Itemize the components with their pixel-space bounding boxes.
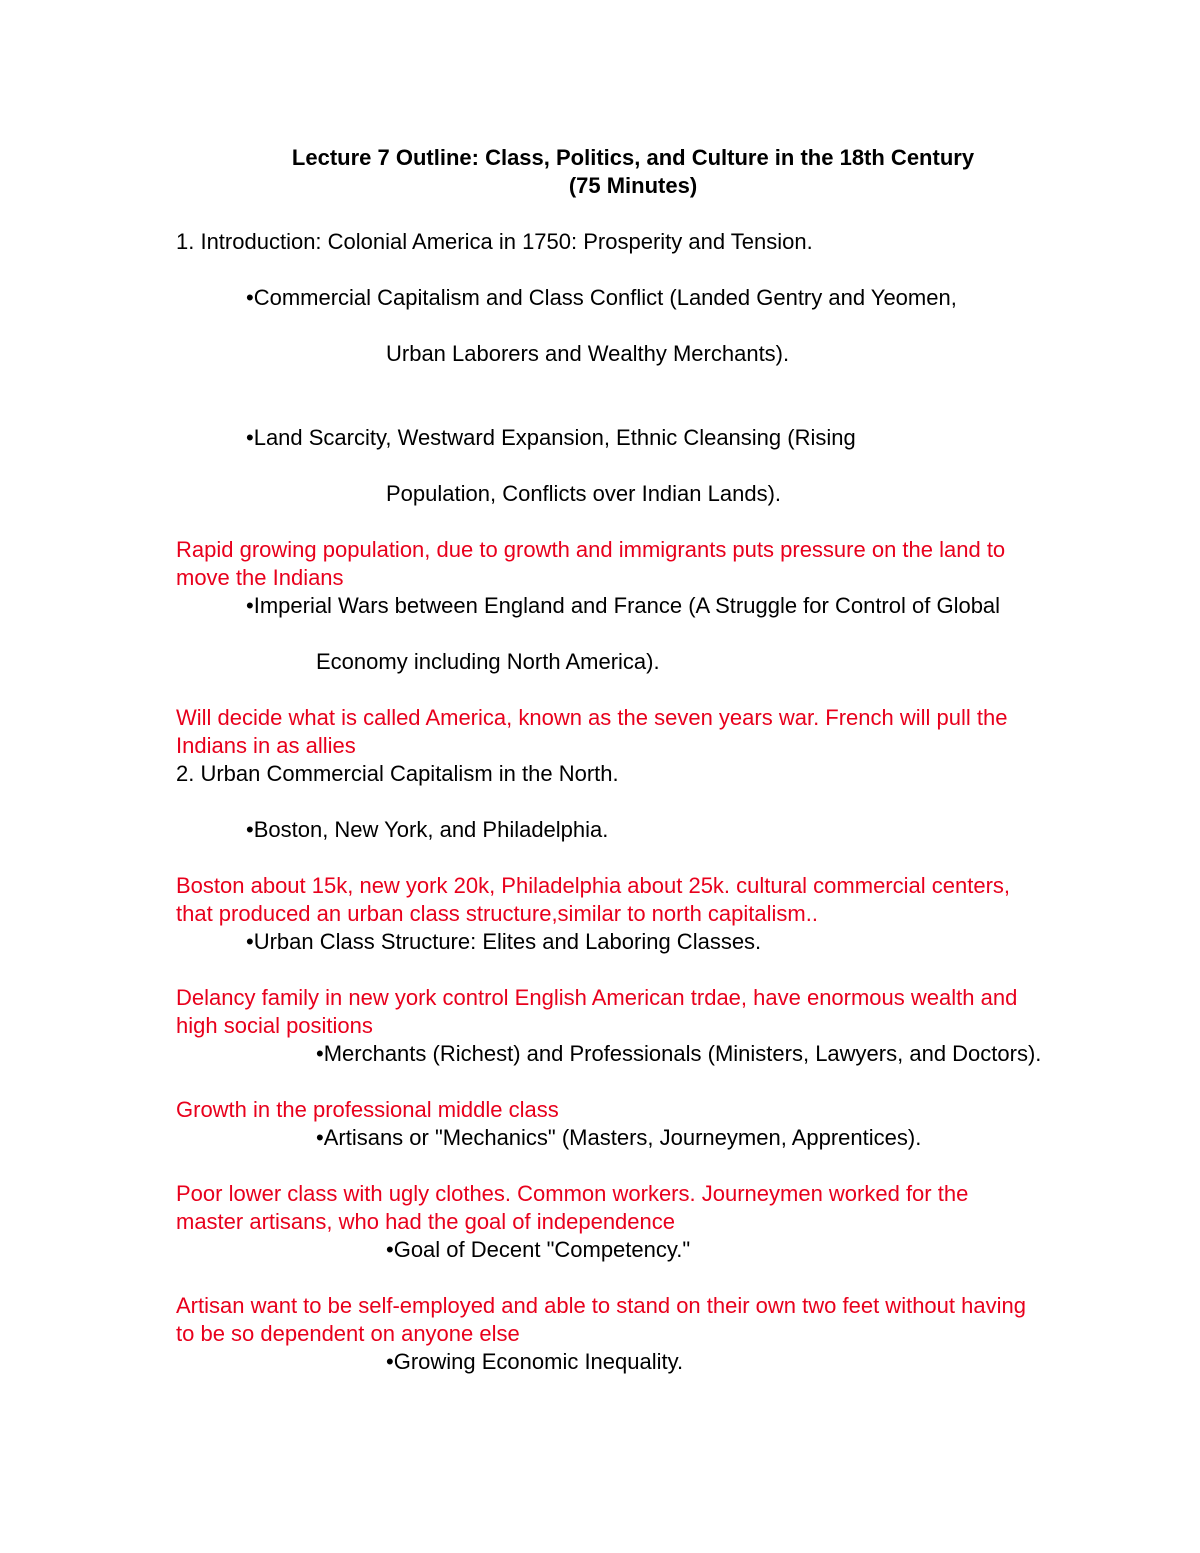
annotation-note: that produced an urban class structure,similar to north capitalism.. (176, 901, 818, 926)
bullet-text: Merchants (Richest) and Professionals (Ministers, Lawyers, and Doctors). (323, 1041, 1042, 1066)
bullet-artisans (316, 1124, 921, 1152)
section-1-heading: 1. Introduction: Colonial America in 1750: Prosperity and Tension. (176, 229, 813, 254)
bullet-cities (246, 816, 608, 844)
bullet-text: Commercial Capitalism and Class Conflict (Landed Gentry and Yeomen, (253, 285, 957, 310)
annotation-note: Artisan want to be self-employed and able to stand on their own two feet without having (176, 1293, 1026, 1318)
annotation-note: Rapid growing population, due to growth and immigrants puts pressure on the land to (176, 537, 1006, 562)
bullet-merchants-professionals (316, 1040, 1041, 1068)
annotation-note: high social positions (176, 1013, 373, 1038)
bullet-text: Imperial Wars between England and France (A Struggle for Control of Global (253, 593, 1001, 618)
annotation-note: to be so dependent on anyone else (176, 1321, 520, 1346)
annotation-note: Delancy family in new york control English American trdae, have enormous wealth and (176, 985, 1018, 1010)
bullet-text: Growing Economic Inequality. (393, 1349, 684, 1374)
document-title: Lecture 7 Outline: Class, Politics, and Culture in the 18th Century (291, 145, 975, 170)
annotation-note: Indians in as allies (176, 733, 356, 758)
bullet-economic-inequality (386, 1348, 683, 1376)
bullet-commercial-capitalism (246, 284, 957, 312)
bullet-text: Land Scarcity, Westward Expansion, Ethnic Cleansing (Rising (253, 425, 856, 450)
section-2-heading: 2. Urban Commercial Capitalism in the North. (176, 761, 619, 786)
bullet-continuation: Urban Laborers and Wealthy Merchants). (386, 341, 790, 366)
bullet-continuation: Economy including North America). (316, 649, 660, 674)
bullet-text: Boston, New York, and Philadelphia. (253, 817, 609, 842)
annotation-note: Will decide what is called America, known as the seven years war. French will pull the (176, 705, 1008, 730)
bullet-imperial-wars (246, 592, 1000, 620)
annotation-note: Growth in the professional middle class (176, 1097, 559, 1122)
bullet-land-scarcity (246, 424, 856, 452)
annotation-note: Poor lower class with ugly clothes. Common workers. Journeymen worked for the (176, 1181, 969, 1206)
annotation-note: move the Indians (176, 565, 344, 590)
bullet-text: Urban Class Structure: Elites and Laboring Classes. (253, 929, 762, 954)
bullet-text: Goal of Decent "Competency." (393, 1237, 691, 1262)
bullet-competency (386, 1236, 690, 1264)
document-subtitle: (75 Minutes) (568, 173, 698, 198)
bullet-urban-class-structure (246, 928, 761, 956)
annotation-note: Boston about 15k, new york 20k, Philadelphia about 25k. cultural commercial centers, (176, 873, 1011, 898)
annotation-note: master artisans, who had the goal of independence (176, 1209, 675, 1234)
bullet-continuation: Population, Conflicts over Indian Lands). (386, 481, 782, 506)
bullet-text: Artisans or "Mechanics" (Masters, Journeymen, Apprentices). (323, 1125, 922, 1150)
